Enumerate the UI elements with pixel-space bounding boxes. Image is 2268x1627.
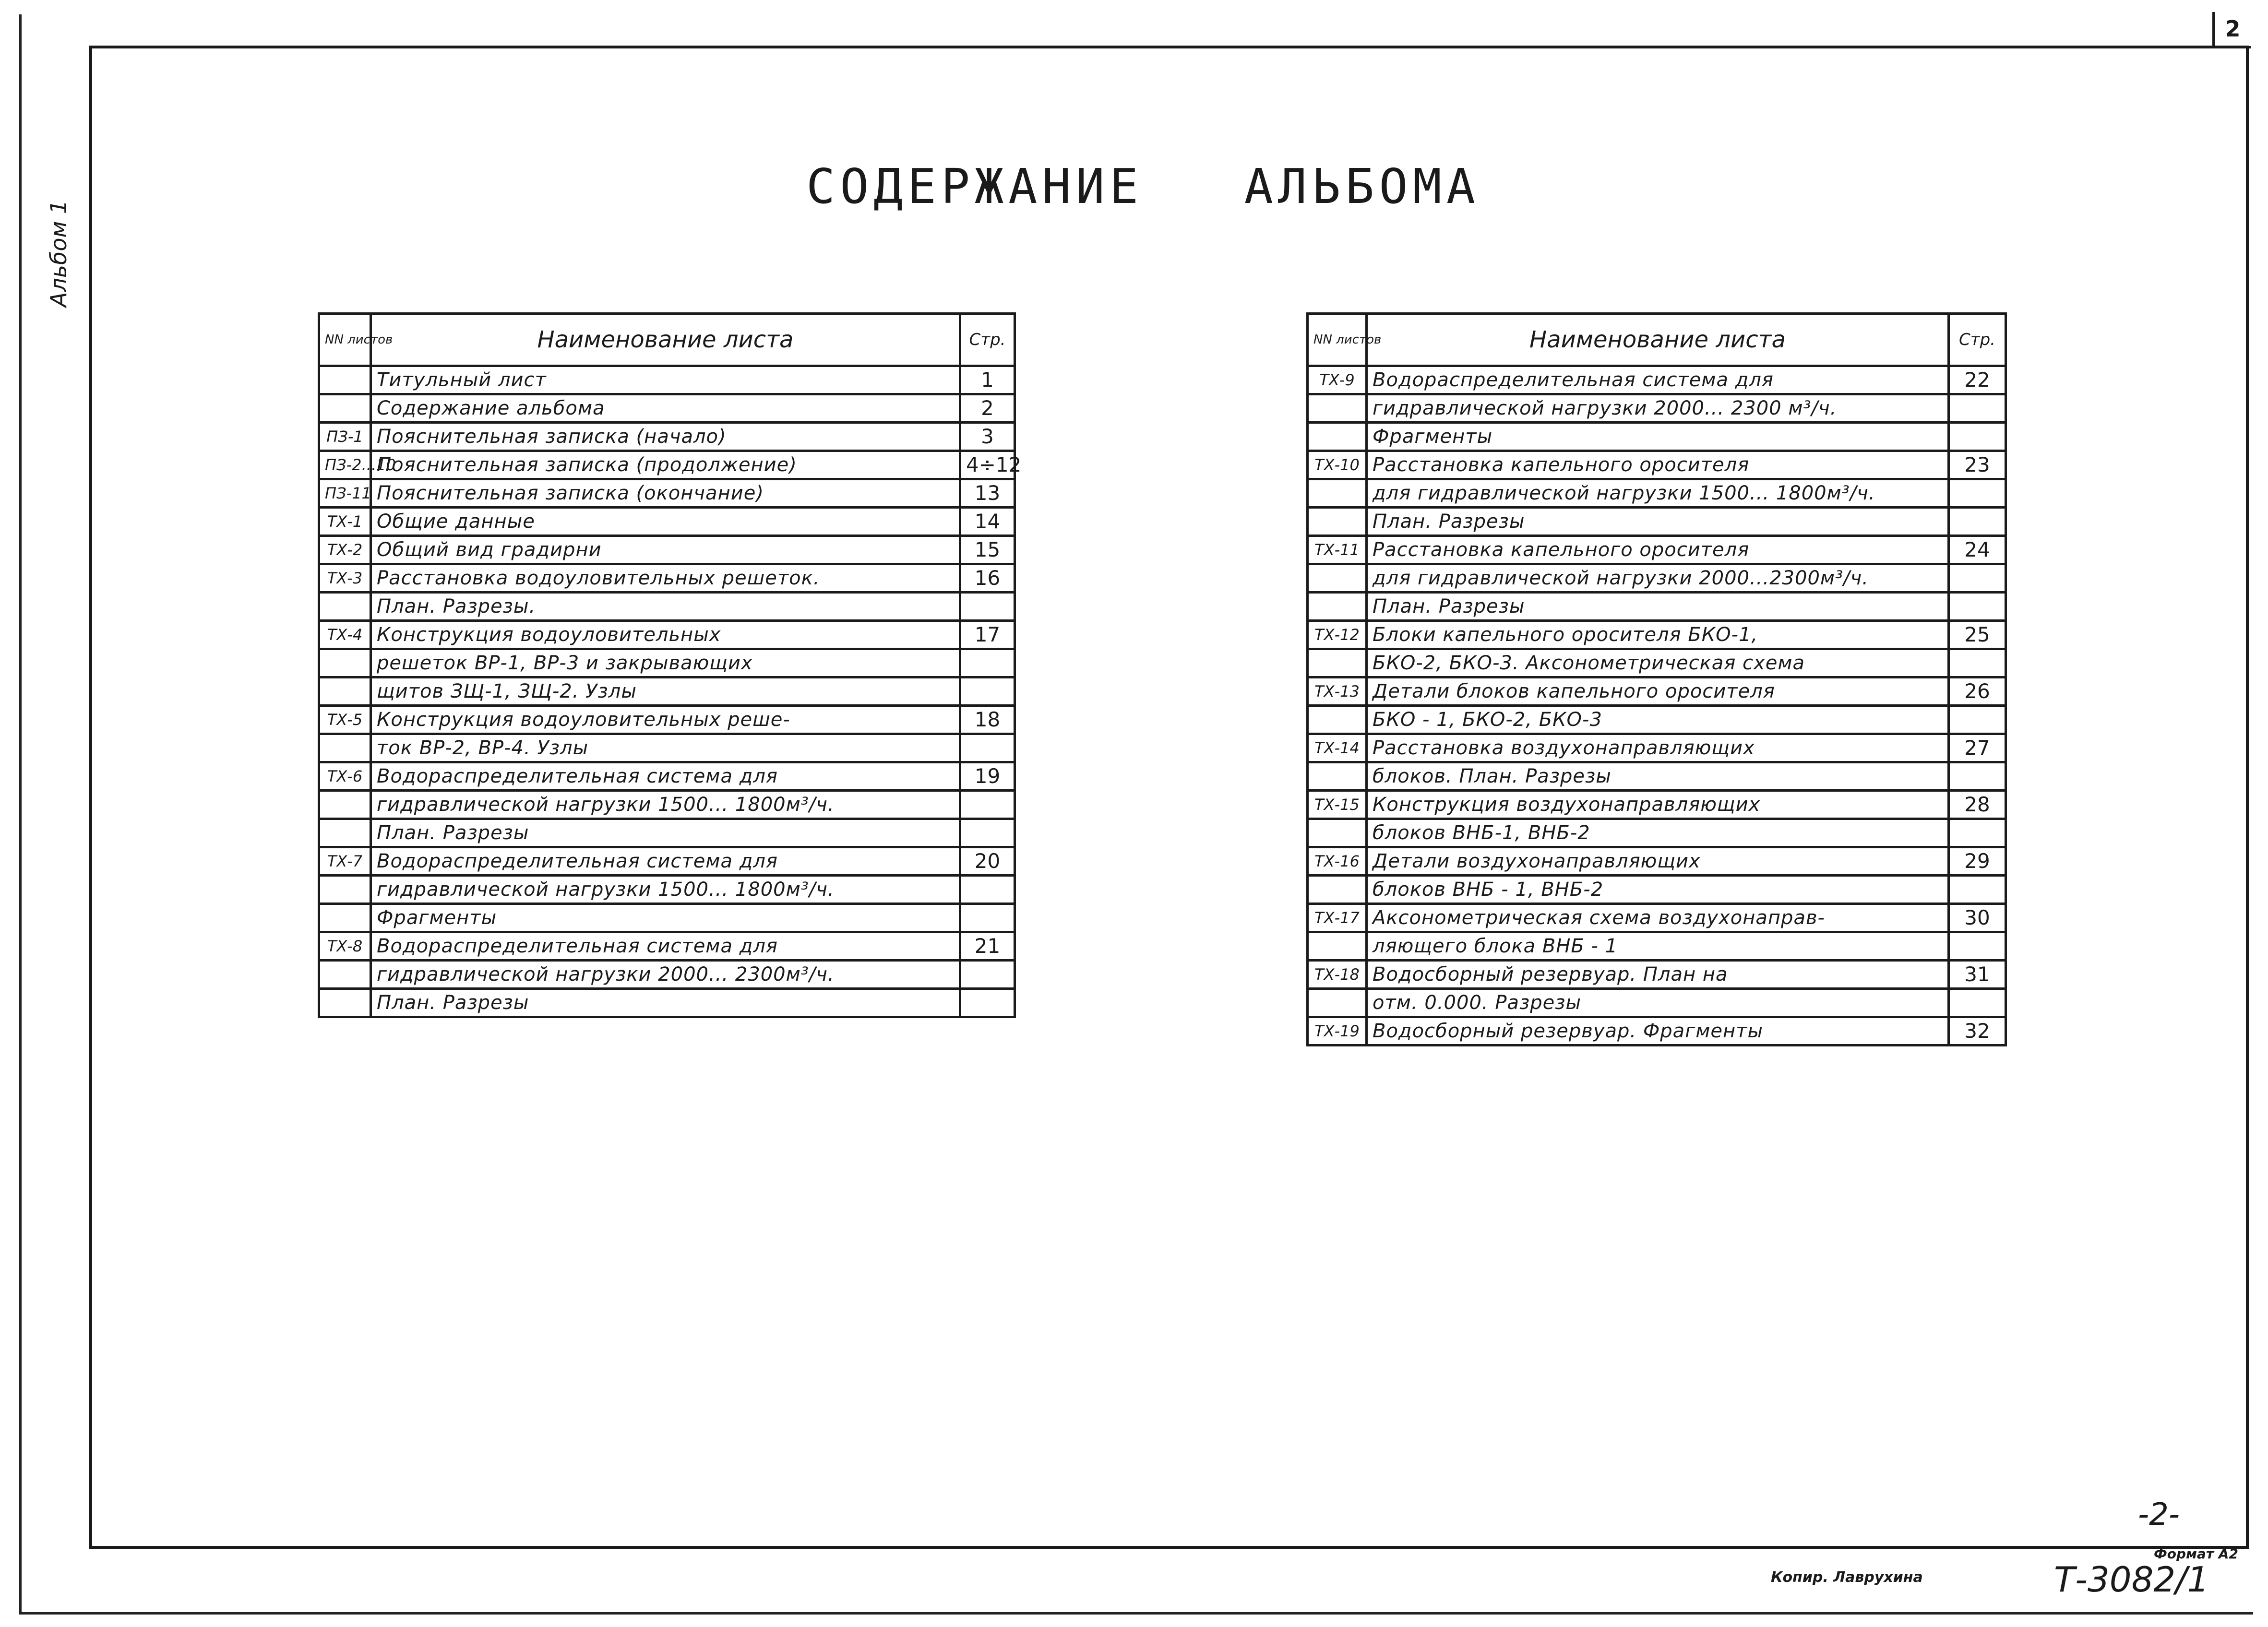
page-mark: -2- — [2138, 1497, 2180, 1532]
album-side-label: Альбом 1 — [46, 200, 72, 307]
sheet-name-cell: Конструкция водоуловительных реше- — [371, 706, 960, 734]
sheet-name-cell: Водораспределительная система для — [1367, 366, 1949, 394]
table-row — [319, 536, 1015, 564]
table-row — [319, 876, 1015, 904]
page-number-cell — [1949, 508, 2006, 536]
table-row — [319, 762, 1015, 791]
page-number-cell — [960, 819, 1015, 847]
table-row — [319, 791, 1015, 819]
sheet-name-cell: гидравлической нагрузки 1500... 1800м³/ч. — [371, 876, 960, 904]
table-row — [319, 734, 1015, 762]
table-row — [1308, 564, 2006, 593]
sheet-number-cell: ТХ-3 — [319, 564, 371, 593]
sheet-number-cell: ПЗ-11 — [319, 479, 371, 508]
sheet-name-cell: Пояснительная записка (продолжение) — [371, 451, 960, 479]
sheet-name-cell: Детали блоков капельного оросителя — [1367, 677, 1949, 706]
sheet-number-cell: ПЗ-1 — [319, 423, 371, 451]
table-row — [319, 649, 1015, 677]
header-sheet-name: Наименование листа — [371, 314, 960, 366]
sheet-name-cell: блоков ВНБ - 1, ВНБ-2 — [1367, 876, 1949, 904]
contents-rows-right — [1308, 366, 2006, 1045]
table-row — [319, 706, 1015, 734]
table-row — [1308, 451, 2006, 479]
sheet-number-cell — [319, 791, 371, 819]
table-row — [319, 621, 1015, 649]
sheet-number-cell — [319, 904, 371, 932]
table-row — [1308, 847, 2006, 876]
page-number-cell — [1949, 564, 2006, 593]
page-number-cell: 30 — [1949, 904, 2006, 932]
sheet-number-cell: ТХ-19 — [1308, 1017, 1367, 1045]
page-number-cell: 2 — [960, 394, 1015, 423]
page-number-cell: 24 — [1949, 536, 2006, 564]
page-number-cell — [1949, 819, 2006, 847]
table-row — [1308, 762, 2006, 791]
sheet-number-cell — [1308, 762, 1367, 791]
sheet-number-cell: ПЗ-2...10 — [319, 451, 371, 479]
sheet-number-cell: ТХ-15 — [1308, 791, 1367, 819]
sheet-name-cell: отм. 0.000. Разрезы — [1367, 989, 1949, 1017]
table-row — [1308, 706, 2006, 734]
table-row — [1308, 366, 2006, 394]
table-row — [319, 677, 1015, 706]
sheet-name-cell: Общие данные — [371, 508, 960, 536]
sheet-name-cell: Водораспределительная система для — [371, 847, 960, 876]
sheet-number-cell — [319, 649, 371, 677]
sheet-number-cell — [1308, 394, 1367, 423]
sheet-number-cell — [319, 989, 371, 1017]
copyist-name: Копир. Лаврухина — [1771, 1569, 1923, 1586]
header-sheet-name: Наименование листа — [1367, 314, 1949, 366]
table-row — [319, 961, 1015, 989]
sheet-name-cell: Расстановка капельного оросителя — [1367, 536, 1949, 564]
page-number-cell: 17 — [960, 621, 1015, 649]
page-number-cell — [1949, 479, 2006, 508]
page-number-cell — [960, 904, 1015, 932]
page-number-cell — [960, 593, 1015, 621]
sheet-number-cell — [1308, 706, 1367, 734]
sheet-name-cell: ляющего блока ВНБ - 1 — [1367, 932, 1949, 961]
sheet-name-cell: Расстановка воздухонаправляющих — [1367, 734, 1949, 762]
table-row — [1308, 791, 2006, 819]
table-row — [1308, 621, 2006, 649]
table-row — [319, 394, 1015, 423]
sheet-name-cell: Конструкция водоуловительных — [371, 621, 960, 649]
sheet-name-cell: Аксонометрическая схема воздухонаправ- — [1367, 904, 1949, 932]
contents-table-right — [1306, 312, 2007, 1046]
sheet-name-cell: Фрагменты — [371, 904, 960, 932]
page-number-cell — [1949, 593, 2006, 621]
sheet-name-cell: Водораспределительная система для — [371, 762, 960, 791]
sheet-name-cell: Конструкция воздухонаправляющих — [1367, 791, 1949, 819]
page-number-cell — [960, 677, 1015, 706]
page-number-cell: 14 — [960, 508, 1015, 536]
sheet-name-cell: Расстановка капельного оросителя — [1367, 451, 1949, 479]
sheet-name-cell: блоков. План. Разрезы — [1367, 762, 1949, 791]
sheet-number-cell: ТХ-1 — [319, 508, 371, 536]
page-number-cell: 3 — [960, 423, 1015, 451]
table-row — [1308, 876, 2006, 904]
table-row — [1308, 479, 2006, 508]
page-number-cell: 15 — [960, 536, 1015, 564]
table-row — [1308, 932, 2006, 961]
table-row — [1308, 734, 2006, 762]
page-number-cell: 16 — [960, 564, 1015, 593]
table-row — [1308, 904, 2006, 932]
header-page: Стр. — [960, 314, 1015, 366]
sheet-name-cell: План. Разрезы. — [371, 593, 960, 621]
sheet-name-cell: Детали воздухонаправляющих — [1367, 847, 1949, 876]
page-number-cell: 18 — [960, 706, 1015, 734]
sheet-name-cell: гидравлической нагрузки 2000... 2300 м³/ч. — [1367, 394, 1949, 423]
sheet-name-cell: План. Разрезы — [371, 989, 960, 1017]
sheet-number-cell — [319, 876, 371, 904]
page-number-cell: 32 — [1949, 1017, 2006, 1045]
page-number-cell — [960, 734, 1015, 762]
table-row — [1308, 1017, 2006, 1045]
sheet-number-cell — [319, 366, 371, 394]
sheet-name-cell: Водораспределительная система для — [371, 932, 960, 961]
sheet-number-cell: ТХ-9 — [1308, 366, 1367, 394]
table-row — [319, 451, 1015, 479]
sheet-name-cell: БКО - 1, БКО-2, БКО-3 — [1367, 706, 1949, 734]
table-row — [1308, 677, 2006, 706]
sheet-number-cell — [1308, 593, 1367, 621]
table-row — [319, 508, 1015, 536]
page-number-box: 2 — [2212, 12, 2251, 48]
sheet-number-cell — [319, 593, 371, 621]
sheet-name-cell: для гидравлической нагрузки 2000...2300м³/ч. — [1367, 564, 1949, 593]
page-number-cell: 20 — [960, 847, 1015, 876]
sheet-format: Формат А2 — [2154, 1546, 2238, 1562]
table-row — [1308, 508, 2006, 536]
sheet-name-cell: блоков ВНБ-1, ВНБ-2 — [1367, 819, 1949, 847]
sheet-name-cell: ток ВР-2, ВР-4. Узлы — [371, 734, 960, 762]
page-number-cell: 25 — [1949, 621, 2006, 649]
contents-rows-left — [319, 366, 1022, 1017]
page-title: СОДЕРЖАНИЕ АЛЬБОМА — [806, 158, 1480, 214]
page-number-cell: 28 — [1949, 791, 2006, 819]
page-number-cell — [1949, 706, 2006, 734]
page-number-cell: 1 — [960, 366, 1015, 394]
sheet-name-cell: Содержание альбома — [371, 394, 960, 423]
table-row — [1308, 394, 2006, 423]
sheet-name-cell: щитов ЗЩ-1, ЗЩ-2. Узлы — [371, 677, 960, 706]
page-number-cell: 4÷12 — [960, 451, 1015, 479]
table-row — [319, 593, 1015, 621]
table-row — [319, 819, 1015, 847]
page-number-cell: 22 — [1949, 366, 2006, 394]
document-number: Т-3082/1 — [2054, 1559, 2209, 1600]
sheet-number-cell — [1308, 423, 1367, 451]
page-number-cell: 19 — [960, 762, 1015, 791]
sheet-number-cell — [1308, 649, 1367, 677]
sheet-name-cell: Расстановка водоуловительных решеток. — [371, 564, 960, 593]
header-page: Стр. — [1949, 314, 2006, 366]
sheet-name-cell: гидравлической нагрузки 2000... 2300м³/ч. — [371, 961, 960, 989]
table-row — [319, 423, 1015, 451]
sheet-name-cell: План. Разрезы — [1367, 508, 1949, 536]
table-row — [1308, 536, 2006, 564]
table-row — [1308, 961, 2006, 989]
table-row — [1308, 989, 2006, 1017]
sheet-number-cell: ТХ-5 — [319, 706, 371, 734]
sheet-number-cell: ТХ-16 — [1308, 847, 1367, 876]
table-header-row — [319, 314, 1015, 366]
sheet-number-cell: ТХ-8 — [319, 932, 371, 961]
page-number-cell: 21 — [960, 932, 1015, 961]
page-number-cell — [960, 791, 1015, 819]
sheet-name-cell: Водосборный резервуар. План на — [1367, 961, 1949, 989]
table-row — [319, 904, 1015, 932]
sheet-name-cell: БКО-2, БКО-3. Аксонометрическая схема — [1367, 649, 1949, 677]
page-number-cell — [960, 876, 1015, 904]
sheet-number-cell — [319, 734, 371, 762]
sheet-number-cell: ТХ-7 — [319, 847, 371, 876]
sheet-name-cell: Пояснительная записка (окончание) — [371, 479, 960, 508]
sheet-number-cell — [1308, 508, 1367, 536]
sheet-name-cell: Водосборный резервуар. Фрагменты — [1367, 1017, 1949, 1045]
table-row — [319, 564, 1015, 593]
page-number-cell: 29 — [1949, 847, 2006, 876]
page-number-cell — [960, 649, 1015, 677]
sheet-name-cell: Титульный лист — [371, 366, 960, 394]
page-number-cell: 23 — [1949, 451, 2006, 479]
sheet-number-cell: ТХ-18 — [1308, 961, 1367, 989]
page-number-cell — [1949, 423, 2006, 451]
table-row — [1308, 423, 2006, 451]
page-number-cell — [1949, 394, 2006, 423]
sheet-number-cell — [1308, 989, 1367, 1017]
table-row — [1308, 593, 2006, 621]
sheet-number-cell: ТХ-4 — [319, 621, 371, 649]
sheet-number-cell: ТХ-14 — [1308, 734, 1367, 762]
sheet-number-cell: ТХ-13 — [1308, 677, 1367, 706]
page-number-cell — [1949, 989, 2006, 1017]
page-number-cell: 26 — [1949, 677, 2006, 706]
page-number-cell — [1949, 649, 2006, 677]
page-number-cell — [1949, 762, 2006, 791]
table-row — [1308, 649, 2006, 677]
sheet-number-cell — [319, 961, 371, 989]
sheet-number-cell — [1308, 479, 1367, 508]
sheet-name-cell: для гидравлической нагрузки 1500... 1800м³/ч. — [1367, 479, 1949, 508]
table-row — [1308, 819, 2006, 847]
table-row — [319, 366, 1015, 394]
sheet-number-cell — [1308, 876, 1367, 904]
page-number-cell: 27 — [1949, 734, 2006, 762]
sheet-name-cell: Пояснительная записка (начало) — [371, 423, 960, 451]
sheet-number-cell — [319, 394, 371, 423]
page-number-cell — [960, 989, 1015, 1017]
table-row — [319, 479, 1015, 508]
sheet-name-cell: Фрагменты — [1367, 423, 1949, 451]
sheet-number-cell — [319, 677, 371, 706]
page-number-cell — [1949, 932, 2006, 961]
sheet-number-cell: ТХ-6 — [319, 762, 371, 791]
sheet-name-cell: Блоки капельного оросителя БКО-1, — [1367, 621, 1949, 649]
sheet-name-cell: гидравлической нагрузки 1500... 1800м³/ч. — [371, 791, 960, 819]
sheet-number-cell: ТХ-17 — [1308, 904, 1367, 932]
sheet-number-cell: ТХ-12 — [1308, 621, 1367, 649]
table-header-row — [1308, 314, 2006, 366]
contents-table-left — [318, 312, 1022, 1018]
sheet-name-cell: План. Разрезы — [371, 819, 960, 847]
sheet-number-cell — [1308, 819, 1367, 847]
page-number-cell — [960, 961, 1015, 989]
sheet-name-cell: Общий вид градирни — [371, 536, 960, 564]
sheet-number-cell: ТХ-2 — [319, 536, 371, 564]
sheet-name-cell: решеток ВР-1, ВР-3 и закрывающих — [371, 649, 960, 677]
sheet-name-cell: План. Разрезы — [1367, 593, 1949, 621]
sheet-number-cell — [1308, 932, 1367, 961]
page-number-cell: 13 — [960, 479, 1015, 508]
sheet-number-cell: ТХ-11 — [1308, 536, 1367, 564]
table-row — [319, 932, 1015, 961]
page-number-cell: 31 — [1949, 961, 2006, 989]
table-row — [319, 989, 1015, 1017]
sheet-number-cell — [319, 819, 371, 847]
sheet-number-cell — [1308, 564, 1367, 593]
table-row — [319, 847, 1015, 876]
sheet-number-cell: ТХ-10 — [1308, 451, 1367, 479]
page-number-cell — [1949, 876, 2006, 904]
header-sheet-number: NN листов — [1308, 314, 1367, 366]
header-sheet-number: NN листов — [319, 314, 371, 366]
